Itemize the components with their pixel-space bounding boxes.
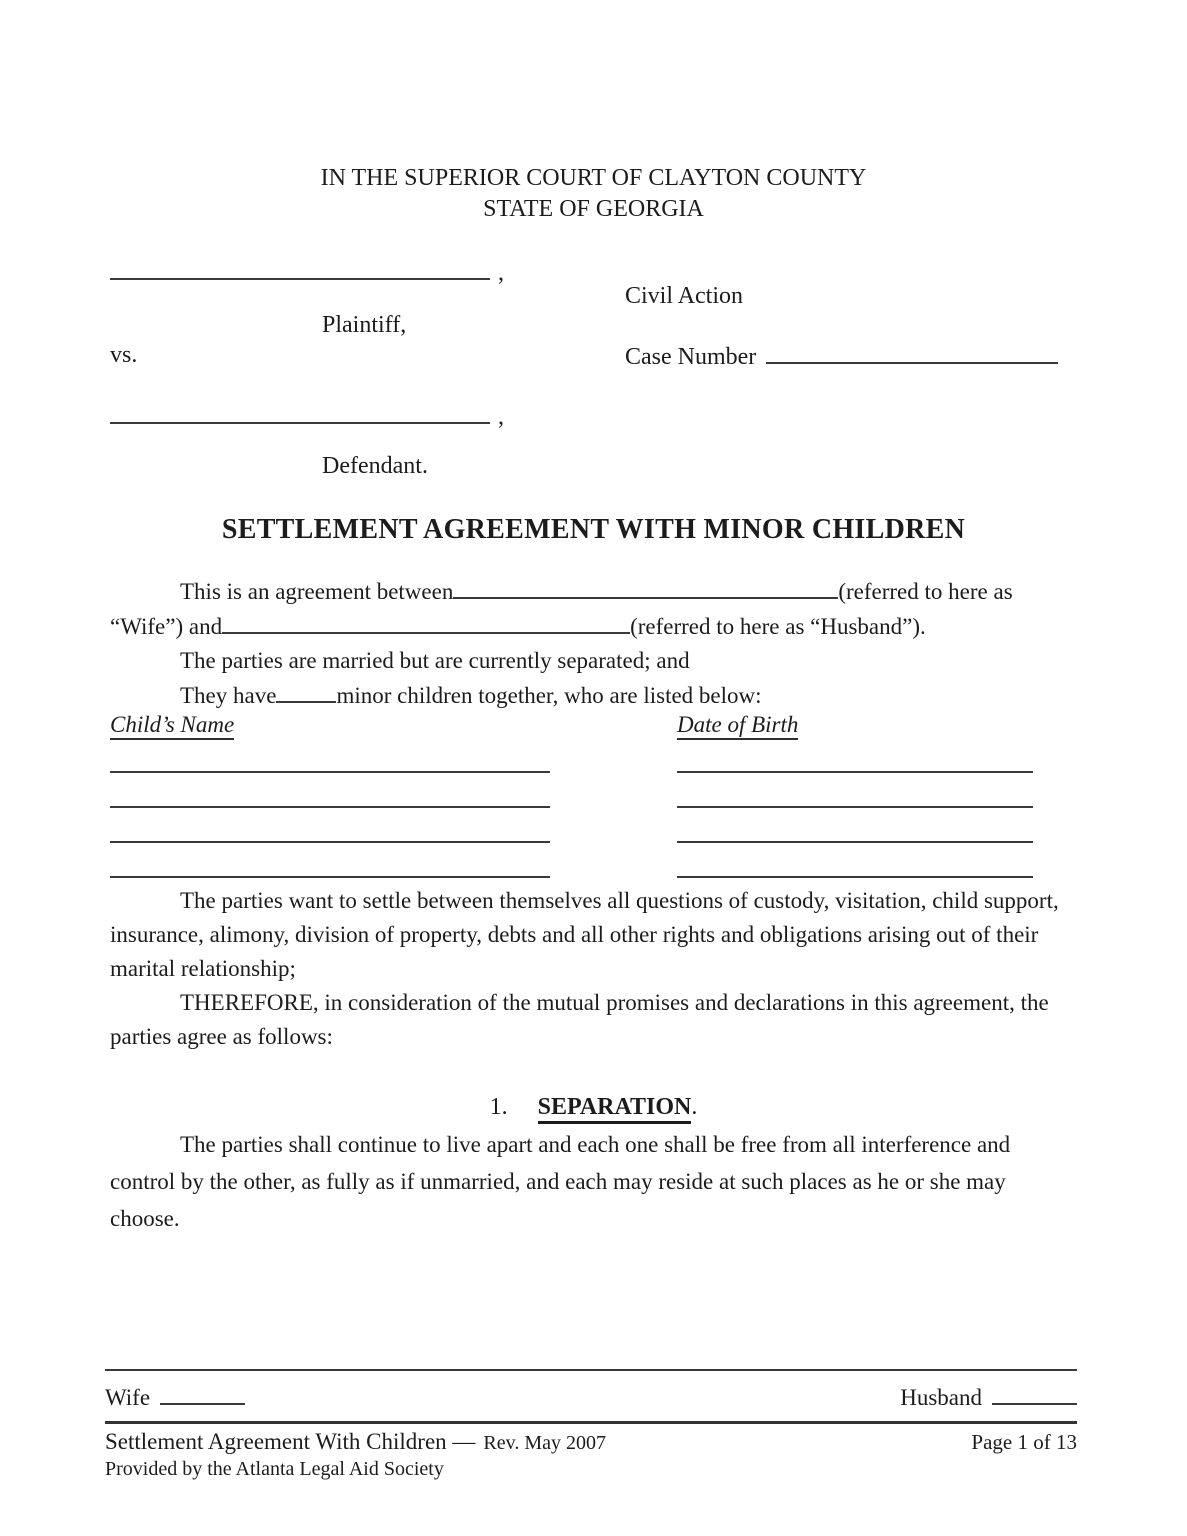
intro-line-2-pre: “Wife”) and <box>110 614 223 639</box>
intro-line-1-post: (referred to here as <box>838 579 1013 604</box>
therefore-paragraph: THEREFORE, in consideration of the mutual promises and declarations in this agreement, the parties agree as follows: <box>110 990 1049 1049</box>
children-rows <box>110 738 1077 878</box>
wife-initial-label: Wife <box>105 1385 151 1410</box>
intro-line-4-pre: They have <box>180 683 277 708</box>
case-number-blank <box>766 338 1058 364</box>
intro-line-2 <box>110 609 1120 644</box>
section-1-period: . <box>691 1094 698 1120</box>
wife-initial-blank <box>160 1380 245 1405</box>
dob-header: Date of Birth <box>677 712 798 740</box>
initials-row <box>105 1380 1077 1411</box>
case-number-row <box>625 338 1058 371</box>
footer-doc-title: Settlement Agreement With Children — <box>105 1429 476 1454</box>
intro-section <box>110 574 1120 713</box>
child-name-line <box>110 770 550 773</box>
intro-line-3: The parties are married but are currently separated; and <box>180 648 690 673</box>
section-1-number: 1. <box>489 1094 508 1120</box>
footer-row <box>105 1429 1077 1455</box>
child-dob-line <box>677 840 1033 843</box>
child-name-line <box>110 805 550 808</box>
husband-initial-blank <box>992 1380 1077 1405</box>
section-1-title: SEPARATION <box>538 1094 692 1124</box>
child-name-header: Child’s Name <box>110 712 234 740</box>
wife-initials <box>105 1380 245 1411</box>
defendant-name-blank <box>110 398 490 424</box>
defendant-label: Defendant. <box>322 453 428 479</box>
civil-action-label: Civil Action <box>625 283 744 309</box>
dob-header-cell <box>677 712 798 738</box>
footer-revision: Rev. May 2007 <box>483 1432 606 1454</box>
footer-rule <box>105 1421 1077 1424</box>
wife-name-blank <box>453 574 838 599</box>
settle-paragraph: The parties want to settle between themselves all questions of custody, visitation, child support, insurance, alimony, division of property, debts and all other rights and obligations arising out of their marital relationship; <box>110 888 1059 981</box>
vs-label: vs. <box>110 342 138 368</box>
husband-name-blank <box>222 609 630 634</box>
child-row-3 <box>110 808 1077 843</box>
case-caption <box>110 250 1090 490</box>
intro-line-1-pre: This is an agreement between <box>180 579 454 604</box>
section-1-body <box>110 1126 1077 1237</box>
child-dob-line <box>677 770 1033 773</box>
children-count-blank <box>276 678 336 703</box>
plaintiff-label: Plaintiff, <box>322 312 407 338</box>
child-name-header-cell <box>110 712 677 738</box>
plaintiff-name-row <box>110 254 504 287</box>
state-name: STATE OF GEORGIA <box>483 196 704 222</box>
plaintiff-name-comma: , <box>498 260 504 286</box>
plaintiff-name-blank <box>110 254 490 280</box>
footer-provided-by: Provided by the Atlanta Legal Aid Society <box>105 1458 444 1480</box>
section-1-text: The parties shall continue to live apart and each one shall be free from all interference and control by the other, as fully as if unmarried, and each may reside at such places as he or she may choose. <box>110 1132 1011 1231</box>
child-row-1 <box>110 738 1077 773</box>
section-1-heading <box>0 1094 1187 1121</box>
child-dob-line <box>677 875 1033 878</box>
child-name-line <box>110 840 550 843</box>
court-header <box>0 163 1187 225</box>
child-row-4 <box>110 843 1077 878</box>
husband-initial-label: Husband <box>900 1385 982 1410</box>
intro-line-4 <box>110 678 1120 713</box>
court-name: IN THE SUPERIOR COURT OF CLAYTON COUNTY <box>320 165 867 191</box>
child-dob-line <box>677 805 1033 808</box>
children-table <box>110 712 1077 878</box>
child-name-line <box>110 875 550 878</box>
defendant-name-comma: , <box>498 404 504 430</box>
intro-line-4-post: minor children together, who are listed below: <box>336 683 762 708</box>
children-table-header <box>110 712 1077 738</box>
footer-page-number: Page 1 of 13 <box>971 1430 1077 1454</box>
footer-left <box>105 1429 606 1455</box>
page-footer <box>105 1421 1077 1481</box>
body-paragraphs <box>110 884 1077 1054</box>
intro-line-2-post: (referred to here as “Husband”). <box>630 614 926 639</box>
divider-rule <box>105 1369 1077 1371</box>
defendant-name-row <box>110 398 504 431</box>
document-title: SETTLEMENT AGREEMENT WITH MINOR CHILDREN <box>221 514 966 545</box>
case-number-label: Case Number <box>625 344 757 370</box>
signature-strip <box>105 1369 1077 1411</box>
intro-line-1 <box>110 574 1120 609</box>
child-row-2 <box>110 773 1077 808</box>
husband-initials <box>900 1380 1077 1411</box>
